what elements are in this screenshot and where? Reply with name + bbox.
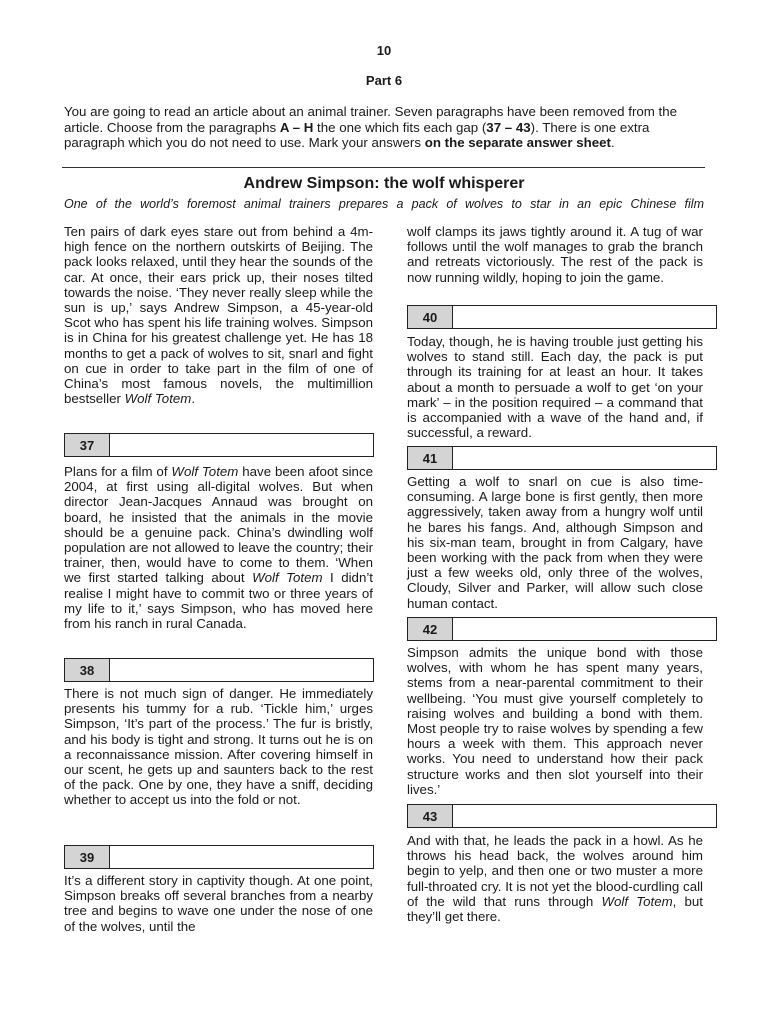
gap-answer-slot[interactable] xyxy=(453,805,716,827)
gap-range: 37 – 43 xyxy=(486,119,531,135)
instructions-text-4: . xyxy=(610,135,615,150)
part-title: Part 6 xyxy=(365,73,403,88)
gap-number: 39 xyxy=(65,846,110,868)
paragraph-4 xyxy=(64,873,373,934)
paragraph-5-text: wolf clamps its jaws tightly around it. A tug of war follows until the wolf manages to grab the branch and retreats victoriously. The rest of the pack is now running wildly, hoping to join the game. xyxy=(407,224,703,285)
book-title: Wolf Totem xyxy=(252,570,323,586)
gap-38[interactable] xyxy=(64,658,374,682)
paragraph-7-text: Getting a wolf to snarl on cue is also time-consuming. A large bone is first gently, then more aggressively, taken away from a hungry wolf until he bares his fangs. And, although Simpson and his six-man team, brought in from Calgary, have been working with the pack from when they were just a few weeks old, only three of the wolves, Cloudy, Silver and Parker, will allow such close human contact. xyxy=(407,474,703,611)
paragraph-2-text: Plans for a film of xyxy=(64,464,172,479)
gap-answer-slot[interactable] xyxy=(110,659,373,681)
gap-answer-slot[interactable] xyxy=(453,306,716,328)
article-subtitle: One of the world’s foremost animal trainers prepares a pack of wolves to star in an epic Chinese film xyxy=(64,197,704,211)
paragraph-1-end: . xyxy=(191,391,196,407)
paragraph-6 xyxy=(407,334,703,440)
paragraph-2-text: have been afoot since 2004, at first using all-digital wolves. But when director Jean-Jacques Annaud was brought on board, he insisted that the animals in the movie should be a genuine pack. China’s dwindling wolf population are not allowed to leave the country; their trainer, then, would have to come to them. ‘When we first started talking about xyxy=(64,464,373,586)
gap-39[interactable] xyxy=(64,845,374,869)
paragraph-2 xyxy=(64,464,373,631)
instructions-text-1: You are going to read an article about an animal trainer. Seven paragraphs have been removed from the article. Choose from the paragraphs xyxy=(64,104,678,135)
gap-number: 38 xyxy=(65,659,110,681)
gap-number: 43 xyxy=(408,805,453,827)
paragraph-8 xyxy=(407,645,703,797)
paragraph-9 xyxy=(407,833,703,924)
gap-37[interactable] xyxy=(64,433,374,457)
gap-answer-slot[interactable] xyxy=(110,434,373,456)
answer-sheet-note: on the separate answer sheet xyxy=(424,135,611,150)
paragraph-3-text: There is not much sign of danger. He immediately presents his tummy for a rub. ‘Tickle him,’ urges Simpson, ‘It’s part of the process.’ The fur is bristly, and his body is tight and strong. It turns out he is on a reconnaissance mission. After covering himself in our scent, he gets up and saunters back to the rest of the pack. One by one, they have a sniff, deciding whether to accept us into the fold or not. xyxy=(64,686,373,808)
gap-40[interactable] xyxy=(407,305,717,329)
paragraph-3 xyxy=(64,686,373,808)
paragraph-1 xyxy=(64,224,373,406)
paragraph-5 xyxy=(407,224,703,285)
gap-answer-slot[interactable] xyxy=(110,846,373,868)
paragraph-7 xyxy=(407,474,703,611)
gap-number: 41 xyxy=(408,447,453,469)
gap-number: 40 xyxy=(408,306,453,328)
paragraph-9-end: , but they’ll get there. xyxy=(407,893,703,925)
gap-41[interactable] xyxy=(407,446,717,470)
paragraph-range: A – H xyxy=(279,119,314,135)
paragraph-2-text: I didn’t realise I might have to commit two or three years of my life to it,’ says Simpson, who has moved here from his ranch in rural Canada. xyxy=(64,570,373,632)
paragraph-4-text: It’s a different story in captivity though. At one point, Simpson breaks off several branches from a nearby tree and begins to wave one under the nose of one of the wolves, until the xyxy=(64,873,373,934)
book-title: Wolf Totem xyxy=(601,893,673,909)
paragraph-1-text: Ten pairs of dark eyes stare out from behind a 4m-high fence on the northern outskirts of Beijing. The pack looks relaxed, until they hear the sounds of the car. At once, their ears prick up, their noses tilted towards the noise. ‘They never really sleep while the sun is up,’ says Andrew Simpson, a 45-year-old Scot who has spent his life training wolves. Simpson is in China for his greatest challenge yet. He has 18 months to get a pack of wolves to sit, snarl and fight on cue in order to take part in the film of one of China’s most famous novels, the multimillion bestseller xyxy=(64,224,373,407)
book-title: Wolf Totem xyxy=(124,391,192,407)
book-title: Wolf Totem xyxy=(171,464,239,479)
instructions-text-2: the one which fits each gap ( xyxy=(313,119,487,135)
divider-rule xyxy=(62,167,705,168)
gap-43[interactable] xyxy=(407,804,717,828)
gap-number: 42 xyxy=(408,618,453,640)
article-title: Andrew Simpson: the wolf whisperer xyxy=(243,175,525,192)
gap-number: 37 xyxy=(65,434,110,456)
paragraph-9-text: And with that, he leads the pack in a howl. As he throws his head back, the wolves around him begin to yelp, and then one or two muster a more full-throated cry. It is not yet the blood-curdling call of the wild that runs through xyxy=(407,833,703,909)
instructions xyxy=(64,104,704,151)
instructions-text-3: ). There is one extra paragraph which you do not need to use. Mark your answers xyxy=(64,119,650,150)
paragraph-6-text: Today, though, he is having trouble just getting his wolves to stand still. Each day, the pack is put through its training for at least an hour. It takes about a month to persuade a wolf to get ‘on your mark’ – in the position required – a command that is accompanied with a wave of the hand and, if successful, a reward. xyxy=(407,334,703,441)
gap-answer-slot[interactable] xyxy=(453,447,716,469)
paragraph-8-text: Simpson admits the unique bond with those wolves, with whom he has spent many years, stems from a near-parental commitment to their wellbeing. ‘You must give yourself completely to raising wolves and building a bond with them. Most people try to raise wolves by spending a few hours a week with them. This approach never works. You need to understand how their pack structure works and then slot yourself into their lives.’ xyxy=(407,645,703,797)
gap-answer-slot[interactable] xyxy=(453,618,716,640)
page-number: 10 xyxy=(376,43,392,58)
gap-42[interactable] xyxy=(407,617,717,641)
